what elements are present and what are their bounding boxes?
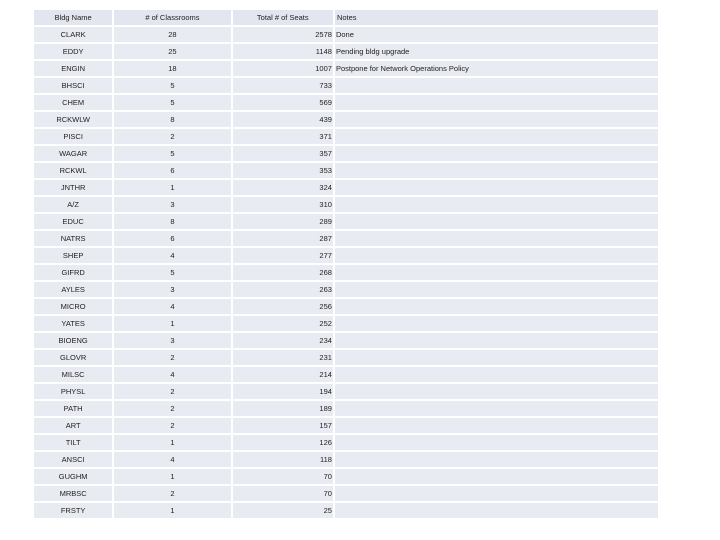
table-row: [34, 78, 658, 93]
cell-classrooms: 5: [114, 95, 230, 110]
cell-notes: [335, 401, 658, 416]
cell-classrooms: 4: [114, 248, 230, 263]
cell-total-seats: 353: [233, 163, 333, 178]
cell-total-seats: 569: [233, 95, 333, 110]
table-row: [34, 435, 658, 450]
cell-notes: [335, 503, 658, 518]
cell-bldg-name: SHEP: [34, 248, 112, 263]
cell-total-seats: 357: [233, 146, 333, 161]
table-row: [34, 61, 658, 76]
cell-classrooms: 2: [114, 129, 230, 144]
cell-total-seats: 231: [233, 350, 333, 365]
cell-total-seats: 252: [233, 316, 333, 331]
table-row: [34, 401, 658, 416]
cell-classrooms: 4: [114, 299, 230, 314]
cell-bldg-name: RCKWL: [34, 163, 112, 178]
cell-total-seats: 263: [233, 282, 333, 297]
table-row: [34, 248, 658, 263]
cell-total-seats: 277: [233, 248, 333, 263]
cell-bldg-name: ART: [34, 418, 112, 433]
cell-bldg-name: MILSC: [34, 367, 112, 382]
table-row: [34, 27, 658, 42]
table-row: [34, 486, 658, 501]
cell-bldg-name: BHSCI: [34, 78, 112, 93]
cell-total-seats: 439: [233, 112, 333, 127]
cell-notes: [335, 418, 658, 433]
table-row: [34, 129, 658, 144]
cell-classrooms: 2: [114, 418, 230, 433]
cell-classrooms: 2: [114, 486, 230, 501]
cell-total-seats: 118: [233, 452, 333, 467]
cell-classrooms: 5: [114, 78, 230, 93]
cell-notes: [335, 316, 658, 331]
cell-classrooms: 3: [114, 333, 230, 348]
cell-notes: [335, 78, 658, 93]
cell-total-seats: 2578: [233, 27, 333, 42]
cell-classrooms: 8: [114, 214, 230, 229]
cell-notes: [335, 197, 658, 212]
cell-notes: [335, 265, 658, 280]
classroom-seats-table-container: [32, 8, 660, 520]
cell-bldg-name: EDDY: [34, 44, 112, 59]
cell-total-seats: 1148: [233, 44, 333, 59]
table-row: [34, 95, 658, 110]
cell-total-seats: 214: [233, 367, 333, 382]
cell-bldg-name: A/Z: [34, 197, 112, 212]
cell-classrooms: 5: [114, 146, 230, 161]
cell-bldg-name: NATRS: [34, 231, 112, 246]
cell-total-seats: 1007: [233, 61, 333, 76]
cell-notes: [335, 146, 658, 161]
cell-total-seats: 287: [233, 231, 333, 246]
cell-classrooms: 4: [114, 367, 230, 382]
cell-classrooms: 1: [114, 435, 230, 450]
cell-bldg-name: GUGHM: [34, 469, 112, 484]
cell-classrooms: 6: [114, 163, 230, 178]
cell-bldg-name: EDUC: [34, 214, 112, 229]
cell-bldg-name: PATH: [34, 401, 112, 416]
cell-bldg-name: ANSCI: [34, 452, 112, 467]
cell-bldg-name: JNTHR: [34, 180, 112, 195]
cell-total-seats: 310: [233, 197, 333, 212]
table-row: [34, 367, 658, 382]
cell-classrooms: 4: [114, 452, 230, 467]
cell-notes: [335, 180, 658, 195]
table-row: [34, 265, 658, 280]
table-body: [34, 27, 658, 518]
table-row: [34, 180, 658, 195]
cell-bldg-name: GIFRD: [34, 265, 112, 280]
cell-bldg-name: FRSTY: [34, 503, 112, 518]
cell-notes: [335, 231, 658, 246]
table-row: [34, 214, 658, 229]
cell-classrooms: 8: [114, 112, 230, 127]
table-row: [34, 350, 658, 365]
header-classrooms: # of Classrooms: [114, 10, 230, 25]
cell-total-seats: 189: [233, 401, 333, 416]
header-notes: Notes: [335, 10, 658, 25]
table-row: [34, 333, 658, 348]
classroom-seats-table: [32, 8, 660, 520]
cell-notes: [335, 163, 658, 178]
header-bldg-name: Bldg Name: [34, 10, 112, 25]
cell-notes: [335, 282, 658, 297]
cell-total-seats: 70: [233, 486, 333, 501]
cell-classrooms: 25: [114, 44, 230, 59]
cell-notes: Postpone for Network Operations Policy: [335, 61, 658, 76]
cell-total-seats: 157: [233, 418, 333, 433]
cell-bldg-name: RCKWLW: [34, 112, 112, 127]
cell-notes: [335, 248, 658, 263]
cell-classrooms: 1: [114, 503, 230, 518]
cell-classrooms: 3: [114, 282, 230, 297]
table-row: [34, 316, 658, 331]
header-row: [34, 10, 658, 25]
table-row: [34, 384, 658, 399]
table-row: [34, 44, 658, 59]
cell-notes: [335, 435, 658, 450]
cell-classrooms: 2: [114, 384, 230, 399]
cell-bldg-name: BIOENG: [34, 333, 112, 348]
cell-notes: [335, 384, 658, 399]
cell-notes: [335, 333, 658, 348]
cell-classrooms: 6: [114, 231, 230, 246]
cell-total-seats: 289: [233, 214, 333, 229]
cell-total-seats: 268: [233, 265, 333, 280]
cell-total-seats: 234: [233, 333, 333, 348]
cell-total-seats: 324: [233, 180, 333, 195]
cell-classrooms: 1: [114, 180, 230, 195]
table-row: [34, 231, 658, 246]
cell-total-seats: 194: [233, 384, 333, 399]
cell-notes: [335, 95, 658, 110]
cell-bldg-name: MICRO: [34, 299, 112, 314]
cell-notes: [335, 350, 658, 365]
cell-notes: [335, 367, 658, 382]
cell-classrooms: 28: [114, 27, 230, 42]
cell-total-seats: 25: [233, 503, 333, 518]
cell-classrooms: 1: [114, 316, 230, 331]
table-row: [34, 452, 658, 467]
table-row: [34, 299, 658, 314]
cell-classrooms: 1: [114, 469, 230, 484]
cell-notes: [335, 112, 658, 127]
cell-bldg-name: GLOVR: [34, 350, 112, 365]
cell-total-seats: 70: [233, 469, 333, 484]
table-row: [34, 469, 658, 484]
cell-notes: [335, 129, 658, 144]
table-row: [34, 112, 658, 127]
cell-bldg-name: PHYSL: [34, 384, 112, 399]
cell-bldg-name: AYLES: [34, 282, 112, 297]
cell-classrooms: 2: [114, 350, 230, 365]
cell-bldg-name: MRBSC: [34, 486, 112, 501]
cell-notes: Pending bldg upgrade: [335, 44, 658, 59]
table-row: [34, 418, 658, 433]
cell-notes: Done: [335, 27, 658, 42]
table-row: [34, 503, 658, 518]
cell-classrooms: 18: [114, 61, 230, 76]
table-row: [34, 163, 658, 178]
cell-total-seats: 256: [233, 299, 333, 314]
cell-notes: [335, 299, 658, 314]
cell-total-seats: 126: [233, 435, 333, 450]
cell-bldg-name: WAGAR: [34, 146, 112, 161]
cell-total-seats: 733: [233, 78, 333, 93]
cell-classrooms: 3: [114, 197, 230, 212]
table-row: [34, 282, 658, 297]
cell-notes: [335, 452, 658, 467]
cell-notes: [335, 469, 658, 484]
cell-bldg-name: CHEM: [34, 95, 112, 110]
cell-bldg-name: PISCI: [34, 129, 112, 144]
cell-bldg-name: YATES: [34, 316, 112, 331]
table-row: [34, 197, 658, 212]
cell-notes: [335, 214, 658, 229]
cell-classrooms: 2: [114, 401, 230, 416]
cell-notes: [335, 486, 658, 501]
cell-classrooms: 5: [114, 265, 230, 280]
header-total-seats: Total # of Seats: [233, 10, 333, 25]
cell-total-seats: 371: [233, 129, 333, 144]
table-row: [34, 146, 658, 161]
cell-bldg-name: ENGIN: [34, 61, 112, 76]
cell-bldg-name: TILT: [34, 435, 112, 450]
cell-bldg-name: CLARK: [34, 27, 112, 42]
